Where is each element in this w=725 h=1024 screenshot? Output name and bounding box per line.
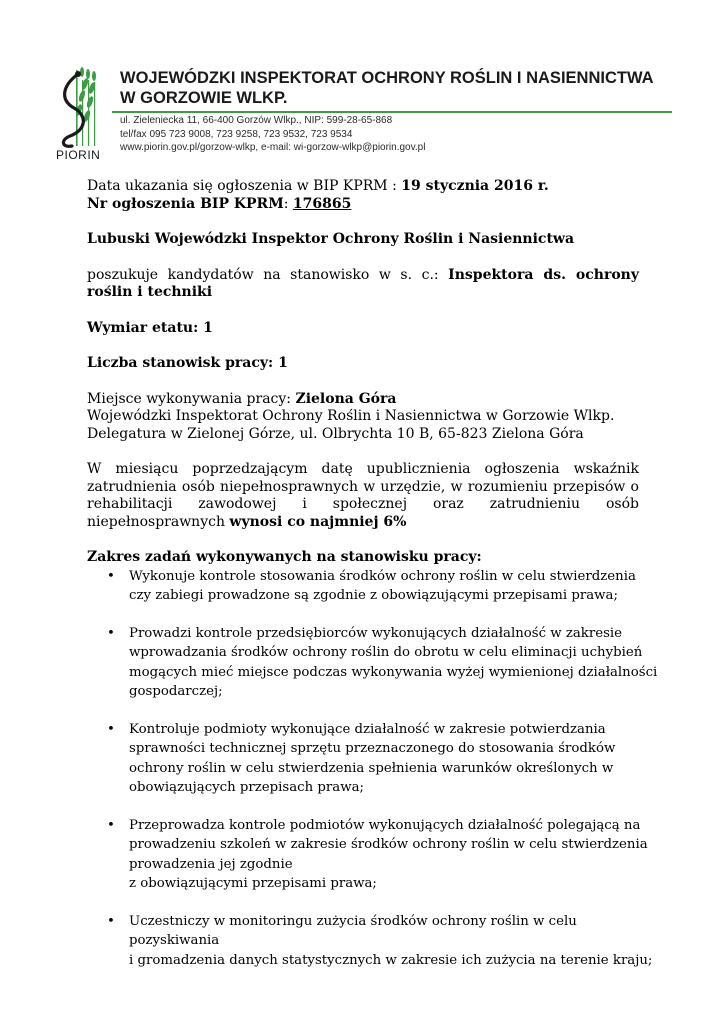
duties-list: [87, 567, 658, 971]
disability-line3: rehabilitacji zawodowej i społecznej oraz zatrudnieniu osób: [87, 496, 639, 512]
bullet-icon: •: [107, 625, 115, 641]
bullet-icon: •: [107, 817, 115, 833]
workplace: Miejsce wykonywania pracy: Zielona Góra: [87, 390, 397, 407]
disability-rate: wynosi co najmniej 6%: [229, 513, 407, 530]
bullet-icon: •: [107, 913, 115, 929]
notice-number: Nr ogłoszenia BIP KPRM: 176865: [87, 195, 352, 212]
disability-line1: W miesiącu poprzedzającym datę upublicznienia ogłoszenia wskaźnik: [87, 461, 639, 477]
workplace-institution: Wojewódzki Inspektorat Ochrony Roślin i Nasiennictwa w Gorzowie Wlkp.: [87, 408, 615, 424]
publication-date: Data ukazania się ogłoszenia w BIP KPRM : 19 stycznia 2016 r.: [87, 178, 549, 194]
contact-info: [120, 114, 425, 155]
organization-name: [120, 68, 654, 108]
contact-phone: tel/fax 095 723 9008, 723 9258, 723 9532, 723 9534: [120, 128, 353, 140]
position-title-cont: roślin i techniki: [87, 284, 213, 300]
contact-address: ul. Zieleniecka 11, 66-400 Gorzów Wlkp., NIP: 599-28-65-868: [120, 115, 393, 126]
organization-name-line1: WOJEWÓDZKI INSPEKTORAT OCHRONY ROŚLIN I NASIENNICTWA: [120, 69, 654, 87]
list-item: • Wykonuje kontrole stosowania środków ochrony roślin w celu stwierdzenia czy zabiegi prowadzone są zgodnie z obowiązującymi przepisami prawa;: [107, 568, 636, 603]
list-item: • Przeprowadza kontrole podmiotów wykonujących działalność polegającą na prowadzeniu szkoleń w zakresie środków ochrony roślin w celu stwierdzenia prowadzenia jej zgodnie z obowiązującymi przepisami prawa;: [107, 817, 648, 891]
positions-count: Liczba stanowisk pracy: 1: [87, 355, 288, 371]
duties-heading: Zakres zadań wykonywanych na stanowisku pracy:: [87, 549, 482, 565]
position-title: Inspektora ds. ochrony: [448, 266, 639, 283]
employer-name: Lubuski Wojewódzki Inspektor Ochrony Roślin i Nasiennictwa: [87, 231, 575, 247]
position-line1: poszukuje kandydatów na stanowisko w s. c.: Inspektora ds. ochrony: [87, 266, 639, 283]
workload: Wymiar etatu: 1: [87, 319, 213, 336]
workplace-address: Delegatura w Zielonej Górze, ul. Olbrychta 10 B, 65-823 Zielona Góra: [87, 425, 584, 442]
list-item: • Prowadzi kontrole przedsiębiorców wykonujących działalność w zakresie wprowadzania środków ochrony roślin do obrotu w celu eliminacji uchybień mogących mieć miejsce podczas wykonywania wyżej wymienionej działalności gospodarczej;: [107, 625, 658, 699]
list-item: • Uczestniczy w monitoringu zużycia środków ochrony roślin w celu pozyskiwania i gromadzenia danych statystycznych w zakresie ich zużycia na terenie kraju;: [107, 913, 653, 968]
bullet-icon: •: [107, 568, 115, 584]
letterhead: [0, 0, 725, 170]
disability-line2: zatrudnienia osób niepełnosprawnych w urzędzie, w rozumieniu przepisów o: [87, 478, 639, 495]
document-body: [87, 178, 658, 988]
publication-date-value: 19 stycznia 2016 r.: [401, 178, 549, 194]
disability-line4: niepełnosprawnych wynosi co najmniej 6%: [87, 513, 407, 530]
logo-wordmark: PIORIN: [56, 148, 101, 162]
notice-number-value: 176865: [292, 195, 352, 212]
header-divider: [112, 111, 672, 113]
bullet-icon: •: [107, 721, 115, 737]
organization-name-line2: W GORZOWIE WLKP.: [120, 89, 288, 107]
workplace-city: Zielona Góra: [295, 390, 397, 407]
contact-web-email[interactable]: www.piorin.gov.pl/gorzow-wlkp, e-mail: wi-gorzow-wlkp@piorin.gov.pl: [120, 142, 426, 153]
list-item: • Kontroluje podmioty wykonujące działalność w zakresie potwierdzania sprawności technicznej sprzętu przeznaczonego do stosowania środków ochrony roślin w celu stwierdzenia spełnienia warunków określonych w obowiązujących przepisach prawa;: [107, 721, 616, 795]
